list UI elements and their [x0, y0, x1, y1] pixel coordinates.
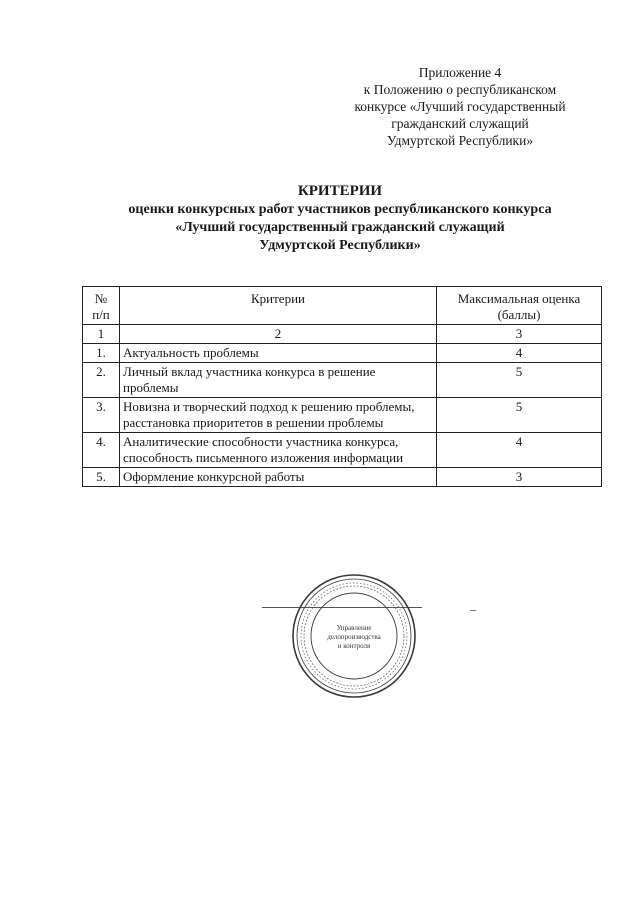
table-row [83, 344, 602, 363]
document-title [60, 182, 620, 255]
column-number: 3 [437, 325, 602, 344]
table-row [83, 363, 602, 398]
title-line: «Лучший государственный гражданский служащий [175, 220, 505, 235]
row-criterion: Новизна и творческий подход к решению проблемы, расстановка приоритетов в решении проблемы [120, 398, 437, 433]
table-row [83, 468, 602, 487]
column-number: 1 [83, 325, 120, 344]
title-line: оценки конкурсных работ участников республиканского конкурса [128, 202, 552, 217]
row-score: 4 [437, 433, 602, 468]
header-number-text: № п/п [92, 291, 110, 322]
appendix-line: конкурсе «Лучший государственный [354, 99, 566, 114]
row-number: 2. [83, 363, 120, 398]
header-criteria-text: Критерии [251, 291, 305, 306]
row-criterion: Оформление конкурсной работы [120, 468, 437, 487]
appendix-line: Удмуртской Республики» [386, 133, 534, 148]
seal-text-line: делопроизводства [327, 633, 381, 641]
seal-text-line: и контроля [337, 642, 371, 650]
row-score: 3 [437, 468, 602, 487]
row-number: 5. [83, 468, 120, 487]
header-max-score-text: Максимальная оценка (баллы) [457, 291, 581, 322]
header-max-score [437, 287, 602, 325]
row-score: 5 [437, 363, 602, 398]
row-number: 4. [83, 433, 120, 468]
row-score: 4 [437, 344, 602, 363]
row-criterion: Актуальность проблемы [120, 344, 437, 363]
appendix-line: гражданский служащий [391, 116, 529, 131]
column-number: 2 [120, 325, 437, 344]
title-heading: КРИТЕРИИ [297, 183, 383, 199]
table-row [83, 433, 602, 468]
row-number: 1. [83, 344, 120, 363]
row-criterion: Аналитические способности участника конкурса, способность письменного изложения информации [120, 433, 437, 468]
appendix-line: Приложение 4 [418, 65, 502, 80]
title-line: Удмуртской Республики» [259, 238, 421, 253]
column-number-row [83, 325, 602, 344]
seal-text-line: Управление [336, 624, 372, 632]
small-dash-mark [470, 610, 476, 611]
criteria-table [82, 286, 602, 487]
row-score: 5 [437, 398, 602, 433]
header-number [83, 287, 120, 325]
table-header-row [83, 287, 602, 325]
row-criterion: Личный вклад участника конкурса в решение проблемы [120, 363, 437, 398]
table-row [83, 398, 602, 433]
official-seal [290, 572, 418, 700]
appendix-note [330, 64, 590, 149]
row-number: 3. [83, 398, 120, 433]
header-criteria [120, 287, 437, 325]
appendix-line: к Положению о республиканском [363, 82, 557, 97]
